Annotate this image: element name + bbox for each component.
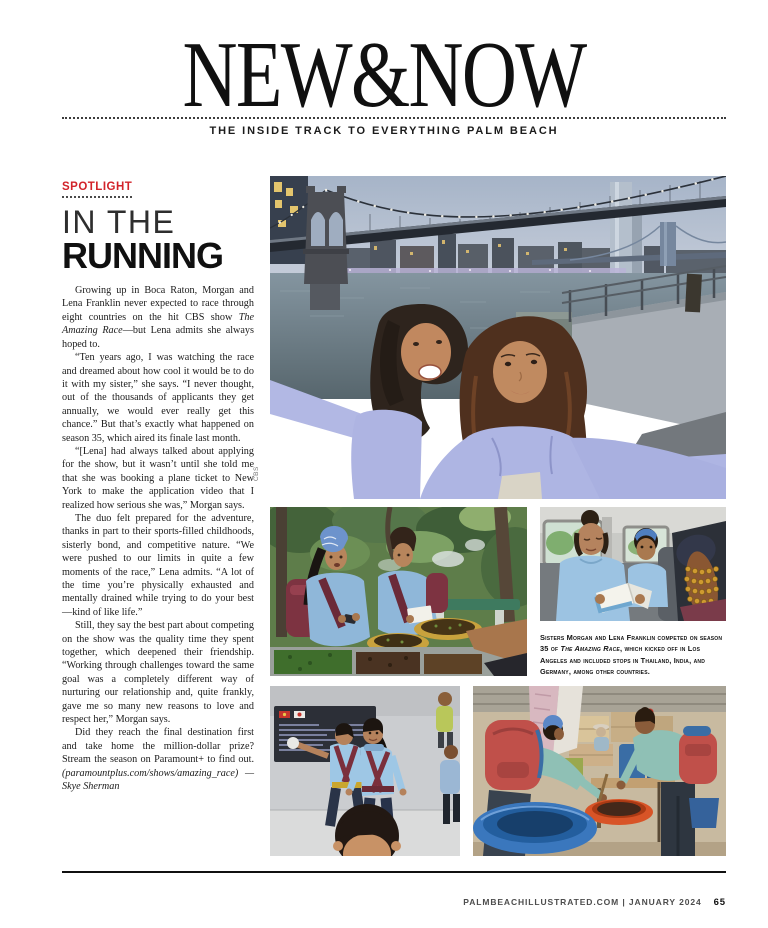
page-number: 65 bbox=[713, 897, 726, 908]
masthead-tagline: THE INSIDE TRACK TO EVERYTHING PALM BEACH bbox=[209, 125, 559, 137]
article-body bbox=[62, 284, 254, 793]
masthead-dotted-rule bbox=[62, 117, 726, 119]
photo-market-task bbox=[473, 686, 726, 856]
body-paragraph: Did they reach the final destination first and take home the million-dollar prize? Stream the season on Paramount+ to find out. (paramountplus.com/shows/amazing_race) —Skye Sherman bbox=[62, 727, 254, 793]
selfie-bridge-illustration bbox=[270, 176, 726, 499]
market-illustration bbox=[473, 686, 726, 856]
food-stall-illustration bbox=[270, 507, 527, 676]
footer-imprint: PALMBEACHILLUSTRATED.COM | JANUARY 2024 bbox=[463, 897, 702, 907]
body-paragraph: “[Lena] had always talked about applying for the show, but it wasn’t until she told me that she was booking a plane ticket to New York to make the application video that I realized how serious she was,” Morgan says. bbox=[62, 445, 254, 511]
footer-rule bbox=[62, 871, 726, 873]
photo-food-stall-thailand bbox=[270, 507, 527, 676]
article-title bbox=[62, 204, 254, 277]
body-paragraph: Still, they say the best part about competing on the show was the quality time they spent together, which deepened their friendship. “Working through challenges toward the same goal was a completely different way of nurturing our relationship and, quite frankly, gave me so many new reasons to love and respect her,” Morgan says. bbox=[62, 620, 254, 726]
article-title-line2: RUNNING bbox=[62, 235, 223, 277]
section-eyebrow: SPOTLIGHT bbox=[62, 181, 132, 198]
photo-car-clue-reading bbox=[540, 507, 726, 621]
article-title-line1: IN THE bbox=[62, 204, 176, 240]
body-paragraph: “Ten years ago, I was watching the race and dreamed about how cool it would be to do it with my sister,” she says. “I never thought, out of the thousands of applicants they get annually, we would ever really get this chance.” But that’s exactly what happened on season 35, which aired its finale last month. bbox=[62, 352, 254, 444]
car-interior-illustration bbox=[540, 507, 726, 621]
body-paragraph: Growing up in Boca Raton, Morgan and Lena Franklin never expected to race through eight countries on the hit CBS show The Amazing Race—but Lena admits she always hoped to. bbox=[62, 285, 254, 350]
photo-grid bbox=[270, 176, 726, 858]
photo-caption: Sisters Morgan and Lena Franklin competed on season 35 of The Amazing Race, which kicked off in Los Angeles and included stops in Thailand, India, and Germany, among other countries. bbox=[540, 633, 723, 677]
body-paragraph: The duo felt prepared for the adventure, thanks in part to their sports-filled childhoods, sisterly bond, and competitive nature. “We were pushed to our limits in quite a few moments of the race,” Lena admits. “A lot of the time you’re physically exhausted and mentally drained while trying to do your best—kind of like life.” bbox=[62, 512, 254, 618]
photo-credit: CBS bbox=[253, 466, 260, 482]
photo-selfie-brooklyn-bridge bbox=[270, 176, 726, 499]
page-footer bbox=[463, 897, 726, 908]
station-illustration bbox=[270, 686, 460, 856]
photo-station-running bbox=[270, 686, 460, 856]
masthead-title: NEW&NOW bbox=[182, 23, 586, 127]
article-column bbox=[62, 177, 254, 794]
